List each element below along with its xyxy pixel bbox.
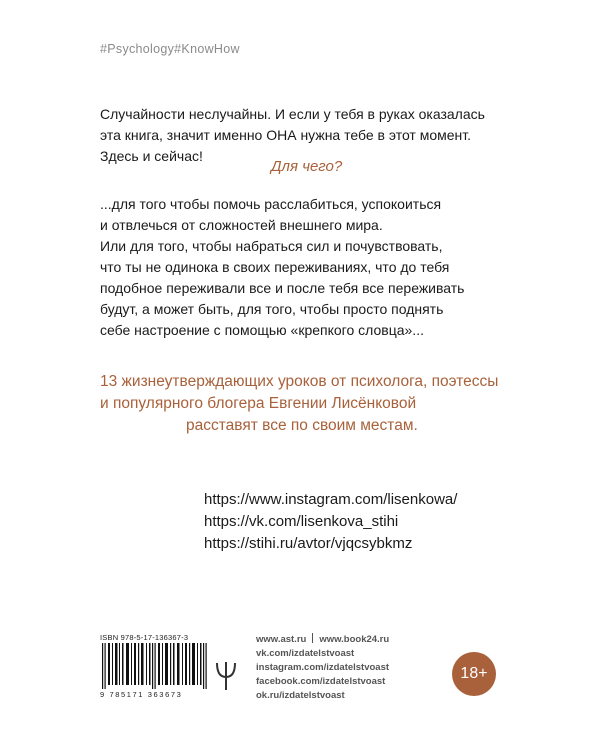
intro-line: эта книга, значит именно ОНА нужна тебе в этот момент. <box>100 127 472 143</box>
book24-link[interactable]: www.book24.ru <box>319 634 390 645</box>
vk-link[interactable]: https://vk.com/lisenkova_stihi <box>204 513 399 530</box>
instagram-publisher-link[interactable]: instagram.com/izdatelstvoast <box>256 662 390 673</box>
stihi-link[interactable]: https://stihi.ru/avtor/vjqcsybkmz <box>204 535 413 552</box>
accent-line: расставят все по своим местам. <box>186 417 418 434</box>
age-rating-badge: 18+ <box>452 652 496 696</box>
publisher-logo-icon <box>215 661 237 691</box>
body-line: ...для того чтобы помочь расслабиться, успокоиться <box>100 196 442 212</box>
facebook-publisher-link[interactable]: facebook.com/izdatelstvoast <box>256 676 386 687</box>
intro-line: Здесь и сейчас! <box>100 148 203 164</box>
ast-link[interactable]: www.ast.ru <box>256 634 307 645</box>
body-line: что ты не одинока в своих переживаниях, что до тебя <box>100 259 450 275</box>
hashtag-line: #Psychology#KnowHow <box>100 42 240 56</box>
intro-line: Случайности неслучайны. И если у тебя в руках оказалась <box>100 106 485 122</box>
body-line: Или для того, чтобы набраться сил и почувствовать, <box>100 238 443 254</box>
ok-publisher-link[interactable]: ok.ru/izdatelstvoast <box>256 690 345 701</box>
barcode-digits: 9 785171 363673 <box>100 690 183 699</box>
barcode <box>100 643 208 689</box>
body-line: будут, а может быть, для того, чтобы просто поднять <box>100 301 444 317</box>
accent-line: и популярного блогера Евгении Лисёнковой <box>100 395 417 412</box>
publisher-web-links <box>256 633 389 703</box>
body-line: себе настроение с помощью «крепкого словца»... <box>100 322 424 338</box>
question-heading: Для чего? <box>271 158 343 175</box>
body-line: подобное переживали все и после тебя все переживать <box>100 280 465 296</box>
instagram-link[interactable]: https://www.instagram.com/lisenkowa/ <box>204 491 458 508</box>
author-links <box>204 489 457 555</box>
web-row <box>256 633 389 647</box>
accent-paragraph <box>100 371 498 437</box>
isbn-label: ISBN 978-5-17-136367-3 <box>100 633 189 642</box>
divider <box>312 633 313 643</box>
body-paragraph <box>100 194 464 341</box>
accent-line: 13 жизнеутверждающих уроков от психолога, поэтессы <box>100 373 499 390</box>
body-line: и отвлечься от сложностей внешнего мира. <box>100 217 383 233</box>
vk-publisher-link[interactable]: vk.com/izdatelstvoast <box>256 648 355 659</box>
